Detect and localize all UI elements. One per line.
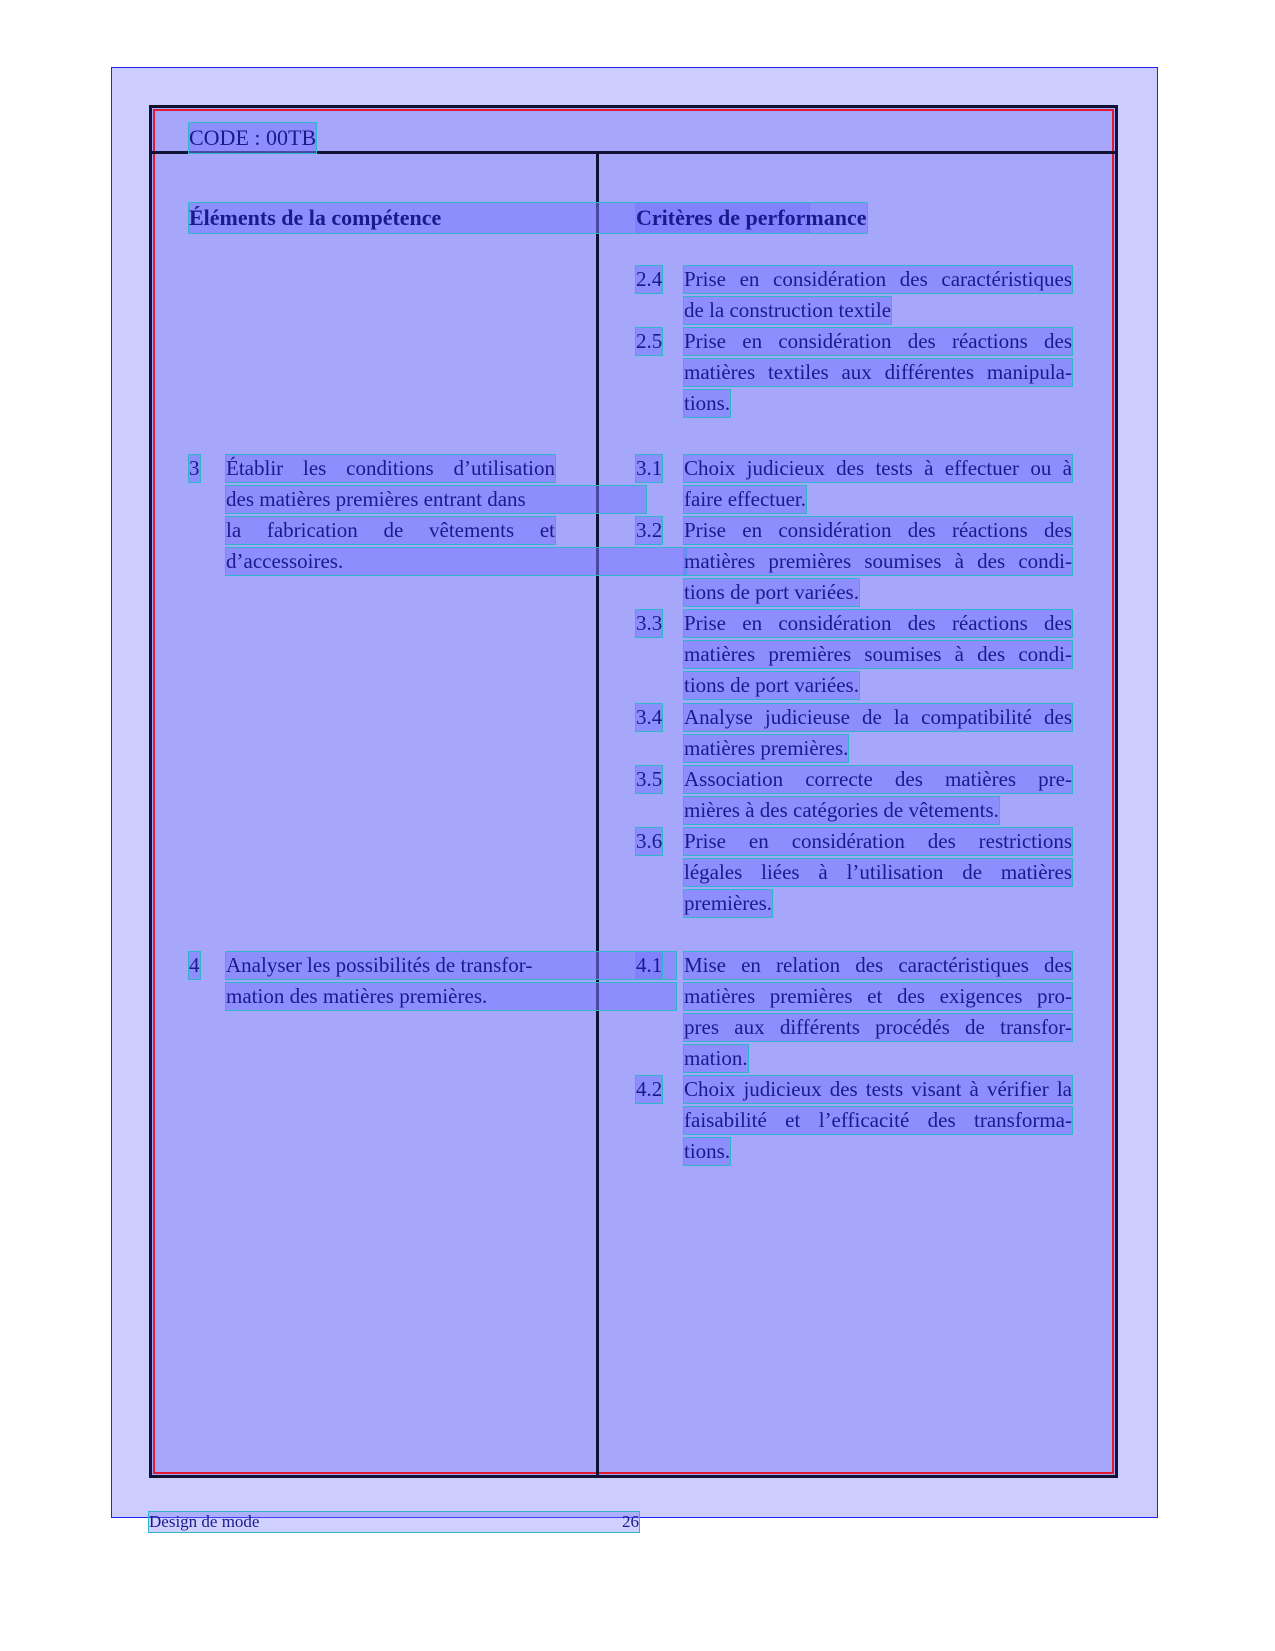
criterion-line: Mise en relation des caractéristiques des [684,953,1072,977]
criterion-line: mation. [684,1046,748,1070]
competence-code: CODE : 00TB [189,123,316,153]
criterion-line: Prise en considération des réactions des [684,329,1072,353]
criterion-line: premières. [684,891,773,915]
criterion-number: 2.4 [636,267,663,291]
element-line: des matières premières entrant dans [226,486,646,513]
left-column-heading: Éléments de la compétence [189,203,809,233]
criterion-line: faisabilité et l’efficacité des transforma- [684,1108,1072,1132]
criterion-line: tions de port variées. [684,673,859,697]
page-number: 26 [622,1512,639,1531]
criterion-line: Prise en considération des réactions des [684,518,1072,542]
criterion-line: légales liées à l’utilisation de matières [684,860,1072,884]
criterion-number: 3.5 [636,767,663,791]
criterion-line: matières premières soumises à des condi- [684,549,1072,573]
element-line: la fabrication de vêtements et [226,518,555,542]
element-line: Analyser les possibilités de transfor- [226,952,676,979]
criterion-number: 2.5 [636,329,663,353]
criterion-line: Prise en considération des restrictions [684,829,1072,853]
element-line: Établir les conditions d’utilisation [226,456,555,480]
criterion-number: 3.2 [636,518,663,542]
criterion-line: Prise en considération des caractéristiques [684,267,1072,291]
criterion-line: matières textiles aux différentes manipula- [684,360,1072,384]
criterion-line: pres aux différents procédés de transfor- [684,1015,1072,1039]
criterion-line: Prise en considération des réactions des [684,611,1072,635]
criterion-line: tions. [684,391,731,415]
criterion-line: mières à des catégories de vêtements. [684,798,999,822]
criterion-line: Choix judicieux des tests visant à vérifier la [684,1077,1072,1101]
criterion-number: 4.2 [636,1077,663,1101]
criterion-line: matières premières. [684,736,849,760]
element-number: 3 [189,456,200,480]
footer-title: Design de mode [149,1512,260,1531]
element-line: d’accessoires. [226,548,686,575]
criterion-line: matières premières et des exigences pro- [684,984,1072,1008]
criterion-line: tions. [684,1139,731,1163]
criterion-number: 3.4 [636,705,663,729]
criterion-number: 3.3 [636,611,663,635]
criterion-line: Analyse judicieuse de la compatibilité des [684,705,1072,729]
criterion-number: 4.1 [636,953,663,977]
criterion-line: Choix judicieux des tests à effectuer ou à [684,456,1072,480]
criterion-line: matières premières soumises à des condi- [684,642,1072,666]
column-divider [596,154,599,1475]
element-line: mation des matières premières. [226,983,676,1010]
criterion-number: 3.6 [636,829,663,853]
criterion-number: 3.1 [636,456,663,480]
criterion-line: tions de port variées. [684,580,859,604]
page-footer [149,1512,639,1532]
criterion-line: Association correcte des matières pre- [684,767,1072,791]
element-number: 4 [189,953,200,977]
criterion-line: de la construction textile [684,298,892,322]
right-column-heading: Critères de performance [636,203,867,233]
criterion-line: faire effectuer. [684,487,807,511]
